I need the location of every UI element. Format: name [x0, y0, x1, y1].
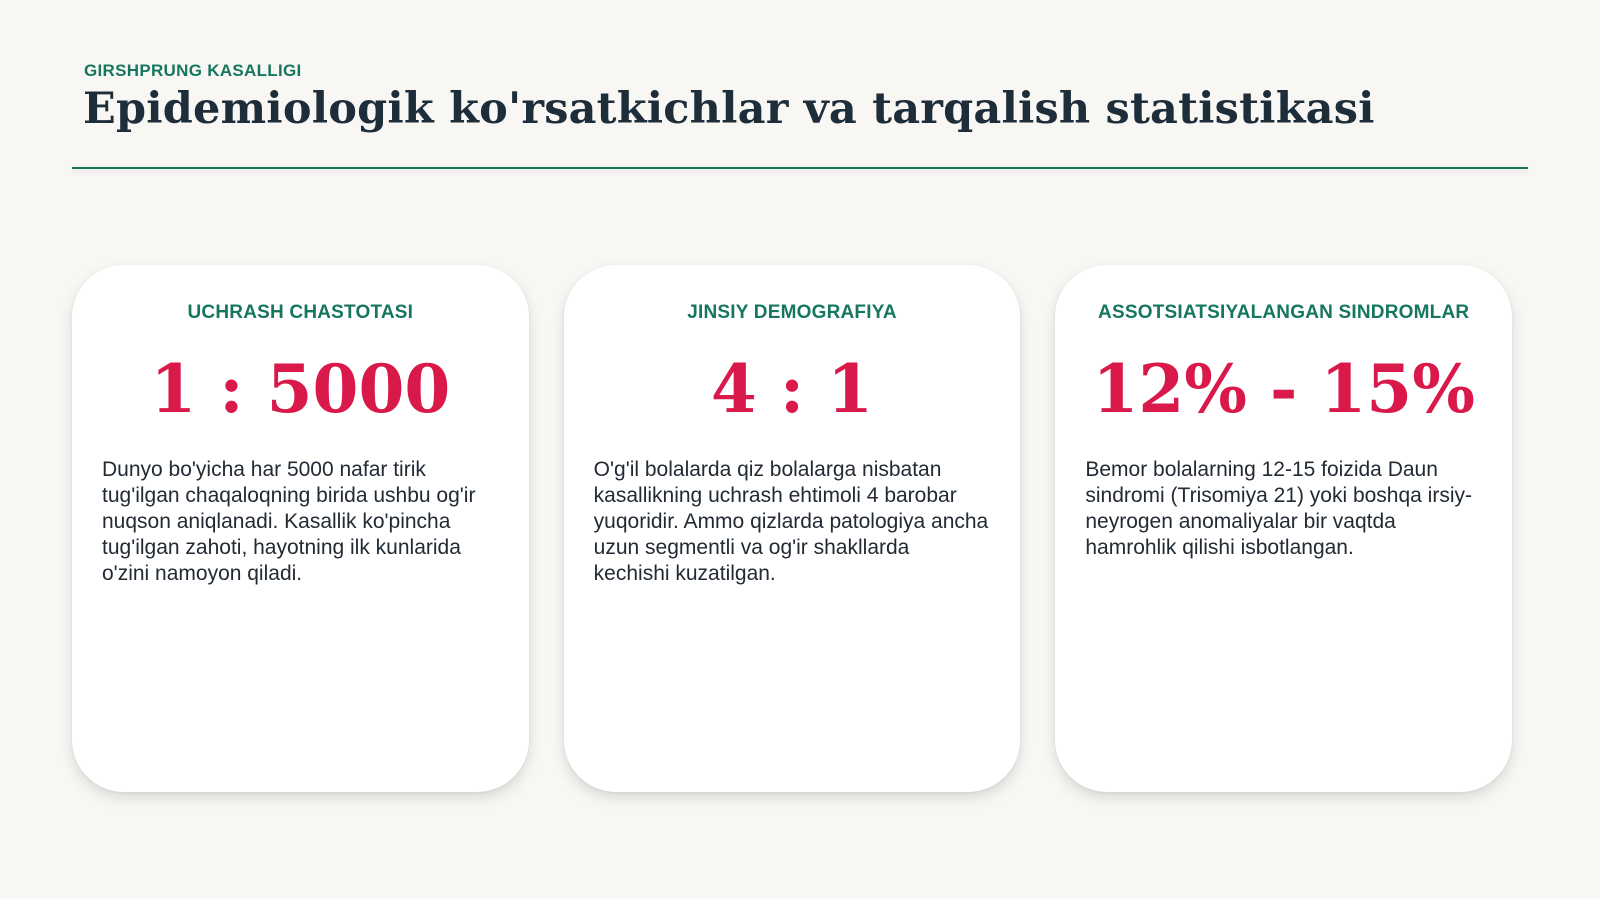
title-divider	[72, 167, 1528, 169]
card-stat-value: 12% - 15%	[1092, 350, 1475, 428]
card-stat-value: 1 : 5000	[150, 350, 451, 428]
stat-card-gender-ratio	[564, 265, 1021, 792]
card-label: JINSIY DEMOGRAFIYA	[687, 302, 897, 323]
section-eyebrow: GIRSHPRUNG KASALLIGI	[84, 61, 302, 80]
page-title: Epidemiologik ko'rsatkichlar va tarqalish statistikasi	[83, 84, 1375, 134]
card-label: ASSOTSIATSIYALANGAN SINDROMLAR	[1098, 302, 1470, 323]
card-stat-value: 4 : 1	[710, 350, 874, 428]
card-description: Dunyo bo'yicha har 5000 nafar tirik tug'ilgan chaqaloqning birida ushbu og'ir nuqson aniqlanadi. Kasallik ko'pincha tug'ilgan zahoti, hayotning ilk kunlarida o'zini namoyon qiladi.	[102, 458, 476, 585]
stat-card-associated-syndromes	[1055, 265, 1512, 792]
card-description: Bemor bolalarning 12-15 foizida Daun sindromi (Trisomiya 21) yoki boshqa irsiy-neyrogen anomaliyalar bir vaqtda hamrohlik qilishi isbotlangan.	[1085, 458, 1472, 559]
card-description: O'g'il bolalarda qiz bolalarga nisbatan kasallikning uchrash ehtimoli 4 barobar yuqoridir. Ammo qizlarda patologiya ancha uzun segmentli va og'ir shakllarda kechishi kuzatilgan.	[593, 458, 989, 585]
stat-card-incidence	[72, 265, 529, 792]
stats-cards	[72, 265, 1512, 792]
card-label: UCHRASH CHASTOTASI	[187, 302, 414, 323]
